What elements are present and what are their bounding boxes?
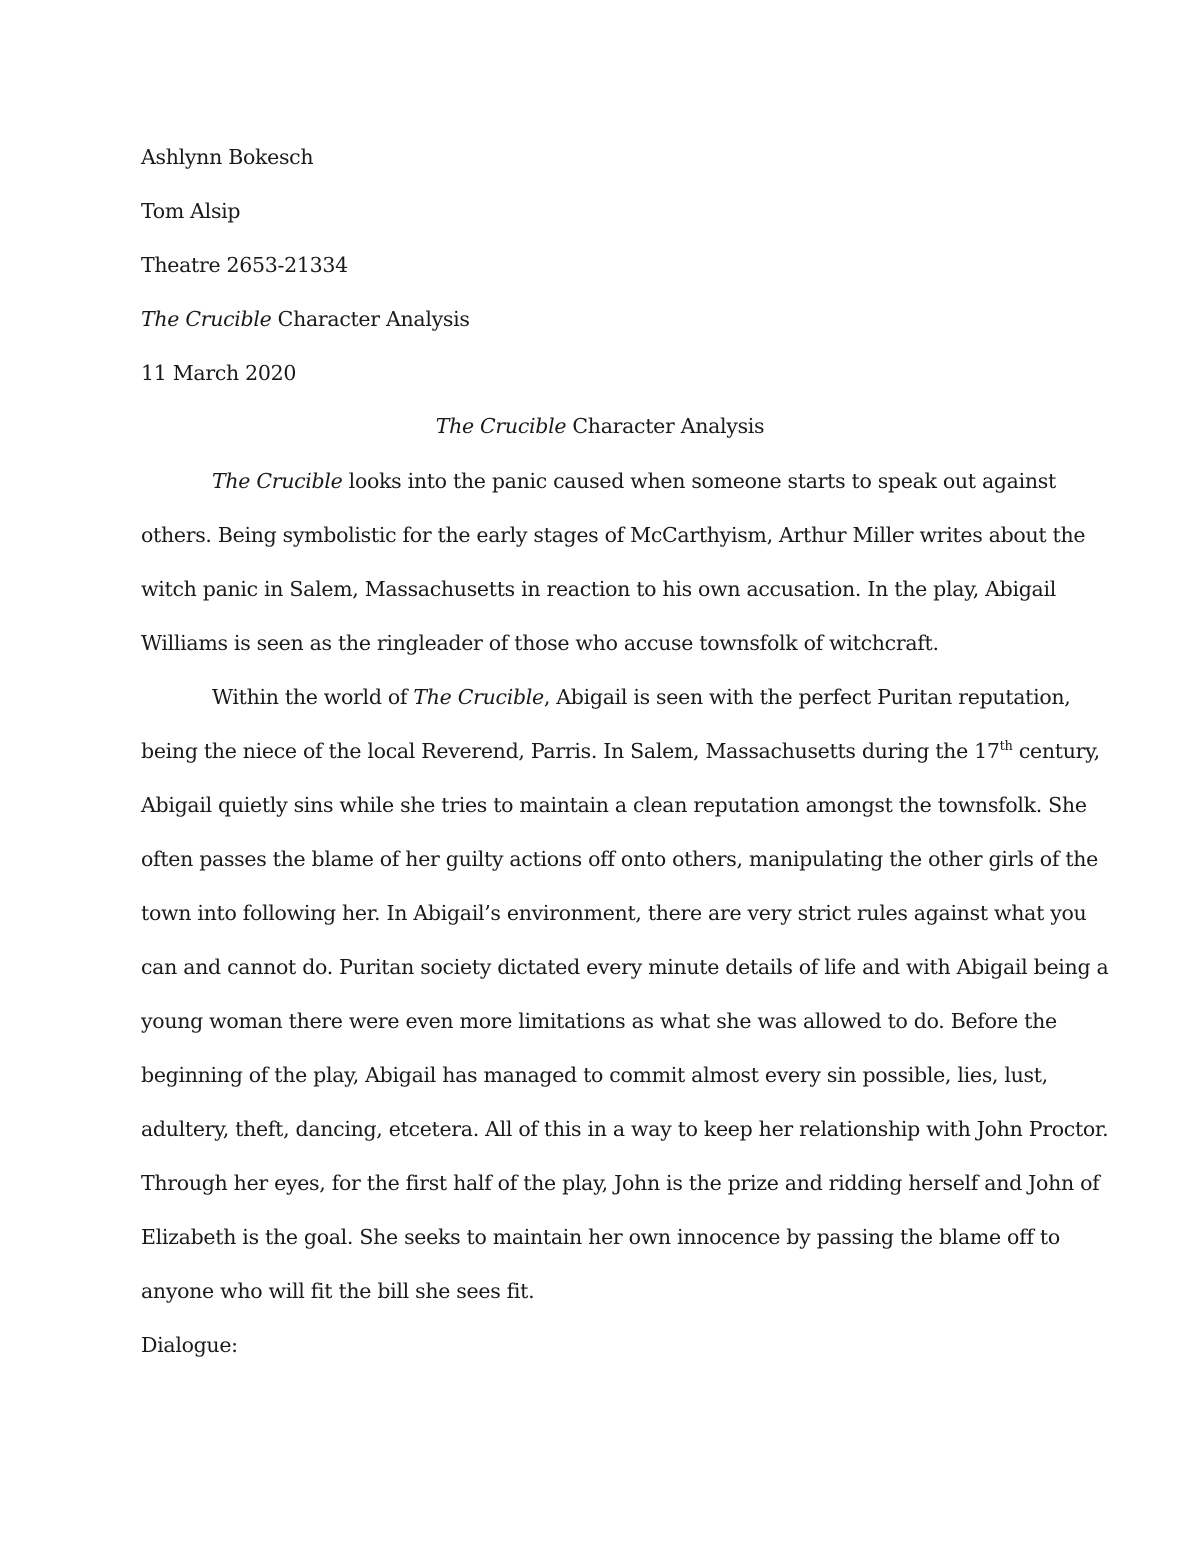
paragraph2-line6: can and cannot do. Puritan society dictated every minute details of life and with Abigail being a <box>141 955 1109 979</box>
paragraph1-italic: The Crucible <box>212 469 343 493</box>
paper-title-italic: The Crucible <box>435 414 567 438</box>
paragraph2-line11: Elizabeth is the goal. She seeks to maintain her own innocence by passing the blame off to <box>141 1225 1060 1249</box>
paragraph2-line7: young woman there were even more limitations as what she was allowed to do. Before the <box>141 1009 1057 1033</box>
course-number: Theatre 2653-21334 <box>141 253 348 277</box>
heading-date: 11 March 2020 <box>141 361 297 385</box>
paragraph2-line2-post: century, <box>1012 739 1100 763</box>
paragraph2-line9: adultery, theft, dancing, etcetera. All of this in a way to keep her relationship with John Proctor. <box>141 1117 1109 1141</box>
paragraph2-line4: often passes the blame of her guilty actions off onto others, manipulating the other girls of the <box>141 847 1099 871</box>
paragraph1-line1 <box>212 471 1056 492</box>
paragraph2-line12: anyone who will fit the bill she sees fit. <box>141 1279 535 1303</box>
paragraph1-line2: others. Being symbolistic for the early stages of McCarthyism, Arthur Miller writes about the <box>141 523 1086 547</box>
paragraph2-italic: The Crucible <box>413 685 544 709</box>
paragraph2-line5: town into following her. In Abigail’s environment, there are very strict rules against what you <box>141 901 1087 925</box>
paper-title-rest: Character Analysis <box>566 414 765 438</box>
paper-title <box>0 416 1200 437</box>
assignment-title-italic: The Crucible <box>141 307 272 331</box>
paragraph2-line8: beginning of the play, Abigail has managed to commit almost every sin possible, lies, lust, <box>141 1063 1048 1087</box>
paragraph2-line2 <box>141 741 1100 762</box>
assignment-title <box>141 309 470 330</box>
paragraph1-line1-rest: looks into the panic caused when someone starts to speak out against <box>342 469 1056 493</box>
dialogue-label: Dialogue: <box>141 1333 238 1357</box>
paragraph2-line3: Abigail quietly sins while she tries to maintain a clean reputation amongst the townsfolk. She <box>141 793 1087 817</box>
paragraph2-line1-post: , Abigail is seen with the perfect Puritan reputation, <box>543 685 1071 709</box>
paragraph2-line1-pre: Within the world of <box>212 685 414 709</box>
paragraph2-line1 <box>212 687 1071 708</box>
ordinal-superscript: th <box>999 739 1013 754</box>
instructor-name: Tom Alsip <box>141 199 241 223</box>
assignment-title-rest: Character Analysis <box>271 307 470 331</box>
author-name: Ashlynn Bokesch <box>141 145 314 169</box>
paragraph2-line2-pre: being the niece of the local Reverend, Parris. In Salem, Massachusetts during the 17 <box>141 739 1000 763</box>
paragraph1-line4: Williams is seen as the ringleader of those who accuse townsfolk of witchcraft. <box>141 631 939 655</box>
paragraph1-line3: witch panic in Salem, Massachusetts in reaction to his own accusation. In the play, Abigail <box>141 577 1056 601</box>
paragraph2-line10: Through her eyes, for the first half of the play, John is the prize and ridding herself and John of <box>141 1171 1100 1195</box>
